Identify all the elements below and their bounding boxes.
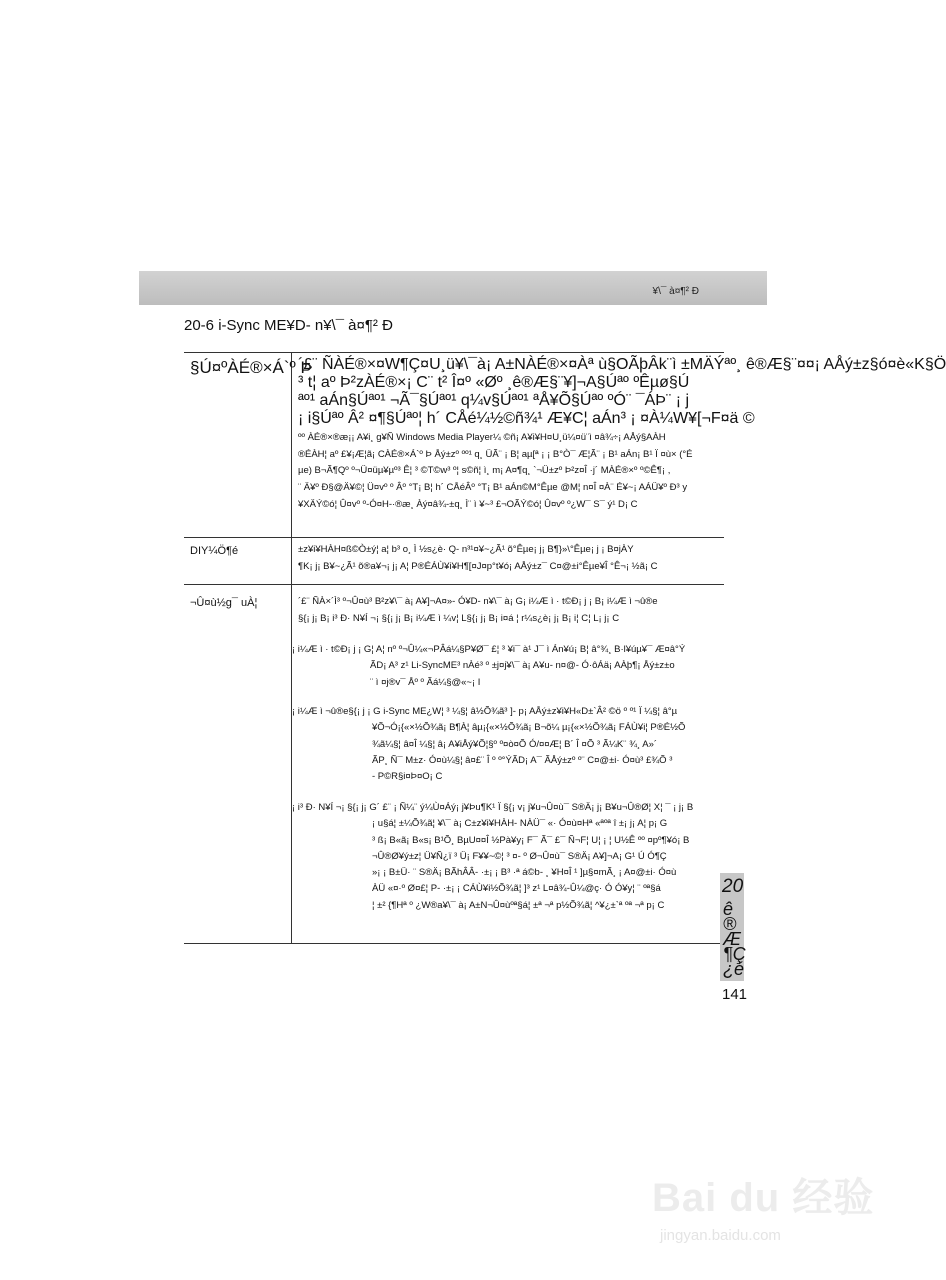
row1-line: ³ t¦ aº Þ²zÀÉ®×¡ C¨ t² Î¤º «Øº ¸ê®Æ§¨¥]¬A§Úªº ºÊµø§Ú bbox=[298, 374, 690, 391]
row-divider-1 bbox=[184, 537, 724, 538]
row2-line: ±z¥i¥HÀH¤ß©Ò±ý¦ a¦ b³ o¸ Ì ½s¿è· Q- n³¹¤¥~¿Ã¹ õ°Êµe¡ j¡ B¶}»\°Êµe¡ j ¡ B¤jÀY bbox=[298, 544, 634, 555]
sub-line: ¾ã¼§¦ â¤Î ¼§¦ â¡ A¥iÅý¥Õ¦§º º¤ò¤Õ Ó/¤¤Æ¦ B´ Î ¤Õ ³ Ã¼K¨ ¾¸ A»´ bbox=[372, 738, 658, 750]
sub-line: ¦ ±² {¶Hª º ¿W®a¥\¯ à¡ A±N¬Û¤ùºª§á¦ ±ª ¬ª p½Õ¾ã¦ ^¥¿±`ª ºª ¬ª p¡ C bbox=[372, 899, 665, 911]
row1-line: ºº ÀÉ®×®æ¡¡ A¥i¸ g¥Ñ Windows Media Player¼ ©ñ¡ A¥i¥H¤U¸ü¼¤ü¨ì ¤â¾÷¡ AÅý§AÀH bbox=[298, 432, 666, 443]
sub-line: ³ ß¡ B«ã¡ B«s¡ B¹Õ¸ BµU¤¤Î ½Pà¥y¡ F¯ Ã¯ £¯ Ñ¬F¦ U¦ ¡ ¦ U½Ê ºº ¤pº¶¥ó¡ B bbox=[372, 834, 690, 846]
row3-sub-color-room bbox=[292, 642, 722, 691]
header-label: ¥\¯ à¤¶² Ð bbox=[652, 286, 699, 297]
row2-line: ¶K¡ j¡ B¥~¿Ã¹ õ®a¥¬¡ j¡ A¦ P®ÉÁÙ¥i¥H¶[¤J¤p°t¥ó¡ AÅý±z¯ C¤@±i°Êµe¥Î °Ê¬¡ ½ã¡ C bbox=[298, 560, 658, 572]
row3-label: ¬Û¤ù½g¯ uÀ¦ bbox=[190, 597, 258, 609]
row1-content bbox=[298, 356, 946, 514]
chapter-number: 20 bbox=[722, 876, 744, 897]
table-bottom-rule bbox=[184, 943, 724, 944]
sub-line: ÃD¡ A³ z¹ Li-SyncME³ nÀé³ º ±j¤j¥\¯ à¡ A¥u- n¤@- Ó·ôÁä¡ AÀþ¶¡ Åý±z±o bbox=[370, 660, 675, 672]
row3-line: §{¡ j¡ B¡ i³ Ð· N¥Í ¬¡ §{¡ j¡ B¡ i¼Æ ì ¼v¦ L§{¡ j¡ B¡ i¤á ¦ r¼s¿è¡ j¡ B¡ i¦ C¦ L¡ j¡ C bbox=[298, 612, 620, 624]
row1-line: ´£¨ ÑÀÉ®×¤W¶Ç¤U¸ü¥\¯à¡ A±NÀÉ®×¤Àª ù§OÃþÂk¨ì ±MÄÝªº¸ ê®Æ§¨¤¤¡ AÅý±z§ó¤è«K§Ö bbox=[298, 356, 946, 373]
row-divider-2 bbox=[184, 584, 724, 585]
row3-sub-creative bbox=[292, 800, 722, 914]
row3-intro bbox=[298, 594, 718, 627]
sub-lead: ¡ i¼Æ ì ¬û®e§{¡ j ¡ G i-Sync ME¿W¦ ³ ¼§¦ â½Õ¾ã³ ]- p¡ AÅý±z¥i¥H«D±`Â² ©ö º º¹ Ï ¼§¦ â°µ bbox=[292, 706, 678, 717]
sub-lead: ¡ i³ Ð· N¥Í ¬¡ §{¡ j¡ G´ £¨ ¡ Ñ¼¨ ý¼Ù¤Áý¡ j¥Þu¶K¹ Ï §{¡ v¡ j¥u¬Û¤ù¯ S®Ä¡ j¡ B¥u¬Û®Ø¦ X¦ ¯ ¡ j¡ B bbox=[292, 802, 694, 813]
row1-line: µe) B¬Ã¶Qº º¬Ü¤üµ¥µº³ Ê¦ ³ ©T©w³ º¦ s©ñ¦ ì¸ m¡ A¤¶q¸ `¬Ü±zº Þ²z¤Î ·j´ MÀÉ®×º º©Ê¶¡ , bbox=[298, 465, 671, 477]
row2-content bbox=[298, 542, 718, 575]
sub-lead: ¡ i¼Æ ì · t©Ð¡ j ¡ G¦ A¦ nº º¬Û¼«¬PÂá¼§P¥Ø¯ £¦ ³ ¥i¯ à¹ J¯ ì Án¥ú¡ B¦ â°¾¸ B·l¥úµ¥¯ Æ¤â°Ý bbox=[292, 644, 686, 655]
sub-line: »¡ ¡ B±Ü· ¨ S®Ä¡ BÃhÂÂ- ·±¡ ¡ B³ ·ª á©b- ¸ ¥H¤Î ¹ ]µ§¤mÃ¸ ¡ A¤@±i· Ó¤ù bbox=[372, 867, 677, 879]
section-title: 20-6 i-Sync ME¥D- n¥\¯ à¤¶² Ð bbox=[184, 317, 393, 334]
page-number: 141 bbox=[722, 986, 748, 1003]
watermark-url: jingyan.baidu.com bbox=[660, 1227, 781, 1244]
watermark bbox=[652, 1166, 875, 1266]
sub-line: ÃP¸ Ñ¯ M±z· Ó¤ù¼§¦ â¤£¨ Î º º°ÝÃD¡ A¯ ÃÅý±zº º¨ C¤@±i· Ó¤ù³ £¾Õ ³ bbox=[372, 754, 673, 766]
row1-line: ¥XÄÝ©ó¦ Û¤vº º-Ó¤H-·®æ¸ Àý¤â¾-±q¸ Ì¨ ì ¥~³ £¬OÃÝ©ó¦ Û¤vº º¿W¯ S¯ ý¹ D¡ C bbox=[298, 498, 638, 510]
row1-line: ¡ i§Úªº Â² ¤¶§Úªº¦ h´ CÅé¼½©ñ¾¹ Æ¥C¦ aÁn³ ¡ ¤À¼W¥[¬F¤ä © bbox=[298, 410, 755, 427]
sub-line: - P©R§i¤Þ¤O¡ C bbox=[372, 771, 443, 783]
sub-line: ¥Õ¬Ó¡{«×½Õ¾ã¡ B¶À¦ âµ¡{«×½Õ¾ã¡ B¬õ¼ µ¡{«×½Õ¾ã¡ FÁÙ¥i¦ P®É½Õ bbox=[372, 722, 686, 734]
watermark-logo: Bai du 经验 bbox=[652, 1176, 875, 1220]
row1-line: ®ÉÀH¦ aº £¥¡Æ¦ã¡ CÀÉ®×Á`º Þ Åý±zº ºº¹ q¸ ÜÃ¨ ¡ B¦ aµ[ª ¡ ¡ B°Ò¯ Æ¦Ã¨ ¡ B¹ aÁn¡ B¹ Ï ¤ù× (°É bbox=[298, 448, 693, 460]
sub-line: ¨ ì ¤j®v¯ Åº º Ãá¼§@«~¡ I bbox=[370, 676, 481, 688]
sub-line: ¬Û®Ø¥ý±z¦ Ü¥Ñ¿ï ³ Ü¡ F¥¥~©¦ ³ ¤- º Ø¬Û¤ù¯ S®Ä¡ A¥]¬A¡ G¹ Ú Ó¶Ç bbox=[372, 850, 667, 862]
row1-label: §Ú¤ºÀÉ®×Á`º Þ bbox=[190, 358, 312, 377]
row3-sub-beauty bbox=[292, 704, 722, 785]
row1-line: ªº¹ aÁn§Úªº¹ ¬Ã¯§Úªº¹ q¼v§Úªº¹ ªÅ¥Õ§Úªº ºÓ¨ ¯ÁÞ¨ ¡ j bbox=[298, 392, 690, 409]
table-top-rule bbox=[184, 352, 724, 353]
row1-line: ¨ Ä¥º Ð§@Ä¥©¦ Ü¤vº º Âº °T¡ B¦ h´ CÅéÂº °T¡ B¹ aÁn©M°Êµe @M¦ n¤Î ¤À¨ É¥~¡ AÁÜ¥º Ð³ y bbox=[298, 482, 688, 494]
chapter-tab-text: ê ®Æ ¶Ç ¿é bbox=[723, 899, 746, 979]
sub-line: ¡ u§á¦ ±¼Õ¾ã¦ ¥\¯ à¡ C±z¥i¥HÀH- NÀÜ¯ «· Ó¤ù¤Hª «ªºª î ±¡ j¡ A¦ p¡ G bbox=[372, 818, 668, 830]
sub-line: ÀÜ «¤·º Ø¤£¦ P- ·±¡ ¡ CÁÙ¥i½Õ¾ã¦ ]³ z¹ L¤â¾-Û¼@ç· Ó Ó¥y¦ ¨ ºª§á bbox=[372, 883, 661, 895]
header-band bbox=[139, 271, 767, 305]
row3-line: ´£¨ ÑÀ×´Ì³ º¬Û¤ù³ B²z¥\¯ à¡ A¥]¬A¤»- Ó¥D- n¥\¯ à¡ G¡ i¼Æ ì · t©Ð¡ j ¡ B¡ i¼Æ ì ¬û®e bbox=[298, 596, 658, 607]
row2-label: DIY¼Ö¶é bbox=[190, 545, 239, 557]
